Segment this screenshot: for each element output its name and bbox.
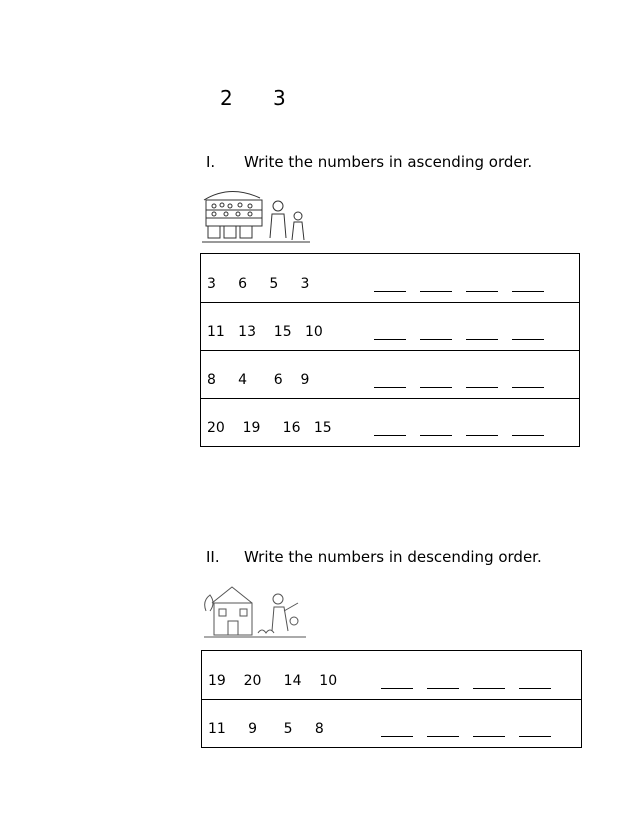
answer-blanks bbox=[374, 290, 544, 292]
answer-blank[interactable] bbox=[427, 735, 459, 737]
answer-blank[interactable] bbox=[374, 386, 406, 388]
answer-blanks bbox=[381, 735, 551, 737]
header-number-b: 3 bbox=[273, 86, 286, 110]
section1-roman: I. bbox=[206, 153, 216, 171]
answer-blank[interactable] bbox=[374, 434, 406, 436]
answer-blanks bbox=[381, 687, 551, 689]
table-row bbox=[201, 254, 579, 302]
row-numbers: 20 19 16 15 bbox=[207, 420, 332, 436]
answer-blank[interactable] bbox=[473, 687, 505, 689]
answer-blank[interactable] bbox=[420, 386, 452, 388]
table-row bbox=[201, 398, 579, 446]
answer-blank[interactable] bbox=[466, 434, 498, 436]
answer-blanks bbox=[374, 434, 544, 436]
section1-heading bbox=[206, 153, 532, 171]
row-numbers: 3 6 5 3 bbox=[207, 276, 310, 292]
answer-blank[interactable] bbox=[420, 434, 452, 436]
answer-blank[interactable] bbox=[512, 290, 544, 292]
answer-blank[interactable] bbox=[420, 338, 452, 340]
market-stall-clipart-icon bbox=[200, 180, 312, 248]
descending-table bbox=[201, 650, 582, 748]
row-numbers: 11 9 5 8 bbox=[208, 721, 324, 737]
school-kids-clipart-icon bbox=[202, 581, 308, 643]
answer-blank[interactable] bbox=[381, 735, 413, 737]
answer-blank[interactable] bbox=[466, 386, 498, 388]
answer-blank[interactable] bbox=[466, 338, 498, 340]
section1-instruction: Write the numbers in ascending order. bbox=[244, 153, 533, 171]
table-row bbox=[201, 350, 579, 398]
row-numbers: 8 4 6 9 bbox=[207, 372, 310, 388]
answer-blank[interactable] bbox=[512, 338, 544, 340]
table-row bbox=[202, 651, 581, 699]
row-numbers: 11 13 15 10 bbox=[207, 324, 323, 340]
answer-blank[interactable] bbox=[519, 687, 551, 689]
answer-blank[interactable] bbox=[473, 735, 505, 737]
answer-blank[interactable] bbox=[427, 687, 459, 689]
answer-blanks bbox=[374, 338, 544, 340]
row-numbers: 19 20 14 10 bbox=[208, 673, 338, 689]
section2-roman: II. bbox=[206, 548, 220, 566]
answer-blank[interactable] bbox=[519, 735, 551, 737]
answer-blank[interactable] bbox=[512, 434, 544, 436]
answer-blank[interactable] bbox=[374, 290, 406, 292]
answer-blank[interactable] bbox=[381, 687, 413, 689]
answer-blank[interactable] bbox=[420, 290, 452, 292]
answer-blank[interactable] bbox=[512, 386, 544, 388]
table-row bbox=[202, 699, 581, 747]
header-number-a: 2 bbox=[220, 86, 233, 110]
answer-blank[interactable] bbox=[466, 290, 498, 292]
section2-instruction: Write the numbers in descending order. bbox=[244, 548, 542, 566]
answer-blank[interactable] bbox=[374, 338, 406, 340]
answer-blanks bbox=[374, 386, 544, 388]
ascending-table bbox=[200, 253, 580, 447]
table-row bbox=[201, 302, 579, 350]
section2-heading bbox=[206, 548, 542, 566]
